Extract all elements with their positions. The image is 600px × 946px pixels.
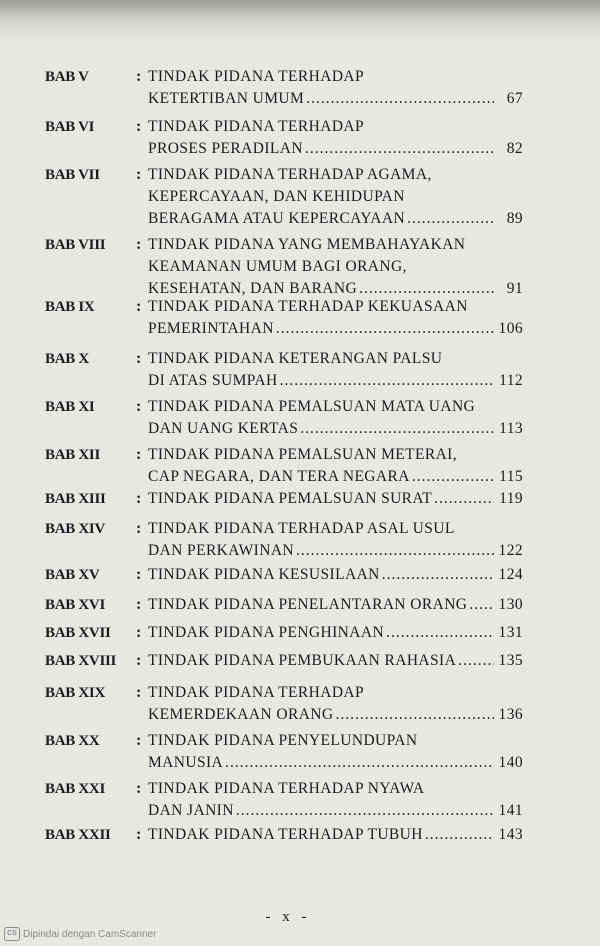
toc-chapter-number: BAB VII bbox=[45, 167, 100, 183]
toc-chapter-number: BAB VI bbox=[45, 119, 95, 135]
toc-separator: : bbox=[136, 490, 142, 507]
toc-page-number: 136 bbox=[498, 706, 523, 723]
toc-chapter-number: BAB XV bbox=[45, 567, 100, 583]
toc-title-line bbox=[148, 488, 523, 510]
toc-title-line bbox=[148, 704, 523, 726]
toc-title-line bbox=[148, 444, 523, 466]
footer-page-number: - x - bbox=[265, 909, 311, 925]
toc-title-text: PROSES PERADILAN bbox=[148, 140, 303, 157]
toc-title-line bbox=[148, 234, 523, 256]
toc-separator: : bbox=[136, 520, 142, 537]
toc-page-number: 140 bbox=[498, 754, 523, 771]
toc-separator: : bbox=[136, 236, 142, 253]
toc-chapter-title bbox=[148, 348, 523, 392]
toc-leader-dots bbox=[300, 418, 494, 440]
toc-chapter-title bbox=[148, 682, 523, 726]
toc-title-text: TINDAK PIDANA YANG MEMBAHAYAKAN bbox=[148, 236, 466, 253]
toc-chapter-number: BAB V bbox=[45, 69, 89, 85]
toc-page-number: 89 bbox=[506, 210, 523, 227]
toc-title-text: KESEHATAN, DAN BARANG bbox=[148, 280, 358, 297]
toc-title-text: TINDAK PIDANA TERHADAP bbox=[148, 684, 365, 701]
toc-chapter-title bbox=[148, 518, 523, 562]
toc-chapter-number: BAB VIII bbox=[45, 237, 106, 253]
toc-page-number: 82 bbox=[506, 140, 523, 157]
toc-title-text: TINDAK PIDANA PEMALSUAN METERAI, bbox=[148, 446, 458, 463]
toc-leader-dots bbox=[335, 704, 494, 726]
toc-leader-dots bbox=[306, 88, 494, 110]
toc-leader-dots bbox=[305, 138, 494, 160]
toc-page-number: 106 bbox=[498, 320, 523, 337]
page-top-shadow bbox=[0, 0, 600, 40]
toc-chapter-number: BAB XI bbox=[45, 399, 95, 415]
toc-title-text: TINDAK PIDANA KESUSILAAN bbox=[148, 566, 380, 583]
toc-title-line bbox=[148, 318, 523, 340]
toc-leader-dots bbox=[276, 318, 494, 340]
toc-chapter-number: BAB XIII bbox=[45, 491, 106, 507]
toc-title-text: TINDAK PIDANA TERHADAP bbox=[148, 68, 365, 85]
toc-title-text: TINDAK PIDANA TERHADAP NYAWA bbox=[148, 780, 425, 797]
toc-chapter-title bbox=[148, 488, 523, 510]
toc-title-line bbox=[148, 296, 523, 318]
toc-chapter-title bbox=[148, 116, 523, 160]
toc-title-line bbox=[148, 208, 523, 230]
toc-chapter-number: BAB XIV bbox=[45, 521, 105, 537]
toc-chapter-title bbox=[148, 622, 523, 644]
toc-title-text: MANUSIA bbox=[148, 754, 224, 771]
toc-title-text: TINDAK PIDANA PEMBUKAAN RAHASIA bbox=[148, 652, 457, 669]
toc-chapter-number: BAB XVII bbox=[45, 625, 111, 641]
toc-chapter-title bbox=[148, 564, 523, 586]
toc-title-text: TINDAK PIDANA KETERANGAN PALSU bbox=[148, 350, 443, 367]
toc-chapter-number: BAB IX bbox=[45, 299, 95, 315]
toc-page-number: 119 bbox=[499, 490, 523, 507]
toc-title-text: TINDAK PIDANA PEMALSUAN SURAT bbox=[148, 490, 433, 507]
toc-title-text: DI ATAS SUMPAH bbox=[148, 372, 278, 389]
toc-title-line bbox=[148, 138, 523, 160]
toc-chapter-title bbox=[148, 730, 523, 774]
toc-title-line bbox=[148, 682, 523, 704]
toc-leader-dots bbox=[296, 540, 494, 562]
toc-separator: : bbox=[136, 68, 142, 85]
toc-title-line bbox=[148, 88, 523, 110]
toc-chapter-number: BAB XXI bbox=[45, 781, 105, 797]
toc-title-text: TINDAK PIDANA TERHADAP KEKUASAAN bbox=[148, 298, 468, 315]
toc-page-number: 124 bbox=[498, 566, 523, 583]
toc-title-line bbox=[148, 164, 523, 186]
toc-leader-dots bbox=[434, 488, 494, 510]
toc-page-number: 143 bbox=[498, 826, 523, 843]
toc-separator: : bbox=[136, 826, 142, 843]
toc-title-text: KEAMANAN UMUM BAGI ORANG, bbox=[148, 258, 407, 275]
toc-separator: : bbox=[136, 566, 142, 583]
toc-chapter-title bbox=[148, 594, 523, 616]
toc-title-text: CAP NEGARA, DAN TERA NEGARA bbox=[148, 468, 410, 485]
toc-title-text: TINDAK PIDANA PENYELUNDUPAN bbox=[148, 732, 418, 749]
toc-title-line bbox=[148, 650, 523, 672]
toc-title-line bbox=[148, 622, 523, 644]
toc-title-line bbox=[148, 66, 523, 88]
toc-title-line bbox=[148, 752, 523, 774]
toc-title-line bbox=[148, 348, 523, 370]
toc-title-line bbox=[148, 418, 523, 440]
toc-separator: : bbox=[136, 652, 142, 669]
scanner-text: Dipindai dengan CamScanner bbox=[23, 928, 157, 940]
toc-separator: : bbox=[136, 624, 142, 641]
toc-page-number: 135 bbox=[498, 652, 523, 669]
toc-leader-dots bbox=[425, 824, 494, 846]
toc-title-text: TINDAK PIDANA TERHADAP AGAMA, bbox=[148, 166, 432, 183]
toc-page-number: 131 bbox=[498, 624, 523, 641]
toc-title-line bbox=[148, 800, 523, 822]
toc-title-text: KETERTIBAN UMUM bbox=[148, 90, 305, 107]
toc-title-text: TINDAK PIDANA TERHADAP ASAL USUL bbox=[148, 520, 455, 537]
toc-title-line bbox=[148, 594, 523, 616]
toc-title-line bbox=[148, 564, 523, 586]
toc-chapter-title bbox=[148, 778, 523, 822]
toc-title-line bbox=[148, 370, 523, 392]
toc-chapter-number: BAB XII bbox=[45, 447, 100, 463]
toc-page-number: 112 bbox=[499, 372, 523, 389]
toc-chapter-number: BAB XVI bbox=[45, 597, 105, 613]
toc-leader-dots bbox=[386, 622, 494, 644]
toc-page-number: 141 bbox=[498, 802, 523, 819]
toc-title-text: TINDAK PIDANA PEMALSUAN MATA UANG bbox=[148, 398, 476, 415]
toc-separator: : bbox=[136, 118, 142, 135]
toc-chapter-number: BAB XXII bbox=[45, 827, 111, 843]
toc-separator: : bbox=[136, 732, 142, 749]
toc-separator: : bbox=[136, 780, 142, 797]
toc-title-line bbox=[148, 466, 523, 488]
toc-chapter-title bbox=[148, 66, 523, 110]
toc-separator: : bbox=[136, 446, 142, 463]
toc-separator: : bbox=[136, 684, 142, 701]
toc-leader-dots bbox=[236, 800, 494, 822]
toc-chapter-title bbox=[148, 164, 523, 230]
toc-title-text: BERAGAMA ATAU KEPERCAYAAN bbox=[148, 210, 406, 227]
toc-title-text: PEMERINTAHAN bbox=[148, 320, 274, 337]
toc-leader-dots bbox=[225, 752, 494, 774]
scanner-watermark bbox=[4, 927, 156, 941]
toc-title-line bbox=[148, 186, 523, 208]
toc-chapter-title bbox=[148, 824, 523, 846]
toc-chapter-number: BAB XX bbox=[45, 733, 100, 749]
toc-page-number: 122 bbox=[498, 542, 523, 559]
toc-title-line bbox=[148, 396, 523, 418]
toc-title-line bbox=[148, 256, 523, 278]
toc-separator: : bbox=[136, 298, 142, 315]
toc-chapter-title bbox=[148, 650, 523, 672]
toc-leader-dots bbox=[382, 564, 494, 586]
toc-chapter-title bbox=[148, 396, 523, 440]
toc-chapter-number: BAB XVIII bbox=[45, 653, 117, 669]
toc-title-text: TINDAK PIDANA TERHADAP bbox=[148, 118, 365, 135]
toc-leader-dots bbox=[412, 466, 494, 488]
toc-separator: : bbox=[136, 166, 142, 183]
toc-title-line bbox=[148, 518, 523, 540]
toc-leader-dots bbox=[280, 370, 494, 392]
toc-page-number: 113 bbox=[499, 420, 523, 437]
toc-title-text: TINDAK PIDANA TERHADAP TUBUH bbox=[148, 826, 423, 843]
toc-title-text: TINDAK PIDANA PENGHINAAN bbox=[148, 624, 385, 641]
toc-separator: : bbox=[136, 398, 142, 415]
toc-title-text: KEPERCAYAAN, DAN KEHIDUPAN bbox=[148, 188, 405, 205]
camscanner-icon: CS bbox=[4, 927, 20, 941]
toc-chapter-number: BAB X bbox=[45, 351, 89, 367]
toc-title-text: DAN UANG KERTAS bbox=[148, 420, 299, 437]
toc-chapter-number: BAB XIX bbox=[45, 685, 105, 701]
toc-title-line bbox=[148, 540, 523, 562]
toc-chapter-title bbox=[148, 296, 523, 340]
toc-leader-dots bbox=[469, 594, 494, 616]
toc-leader-dots bbox=[407, 208, 494, 230]
toc-title-text: DAN PERKAWINAN bbox=[148, 542, 295, 559]
toc-title-line bbox=[148, 778, 523, 800]
toc-page-number: 91 bbox=[506, 280, 523, 297]
toc-separator: : bbox=[136, 350, 142, 367]
toc-title-text: KEMERDEKAAN ORANG bbox=[148, 706, 334, 723]
toc-page-number: 67 bbox=[506, 90, 523, 107]
toc-title-line bbox=[148, 116, 523, 138]
toc-page-number: 115 bbox=[499, 468, 523, 485]
toc-title-line bbox=[148, 824, 523, 846]
toc-title-text: TINDAK PIDANA PENELANTARAN ORANG bbox=[148, 596, 468, 613]
toc-title-text: DAN JANIN bbox=[148, 802, 234, 819]
toc-separator: : bbox=[136, 596, 142, 613]
toc-chapter-title bbox=[148, 444, 523, 488]
toc-chapter-title bbox=[148, 234, 523, 300]
toc-title-line bbox=[148, 730, 523, 752]
toc-page-number: 130 bbox=[498, 596, 523, 613]
toc-leader-dots bbox=[458, 650, 494, 672]
